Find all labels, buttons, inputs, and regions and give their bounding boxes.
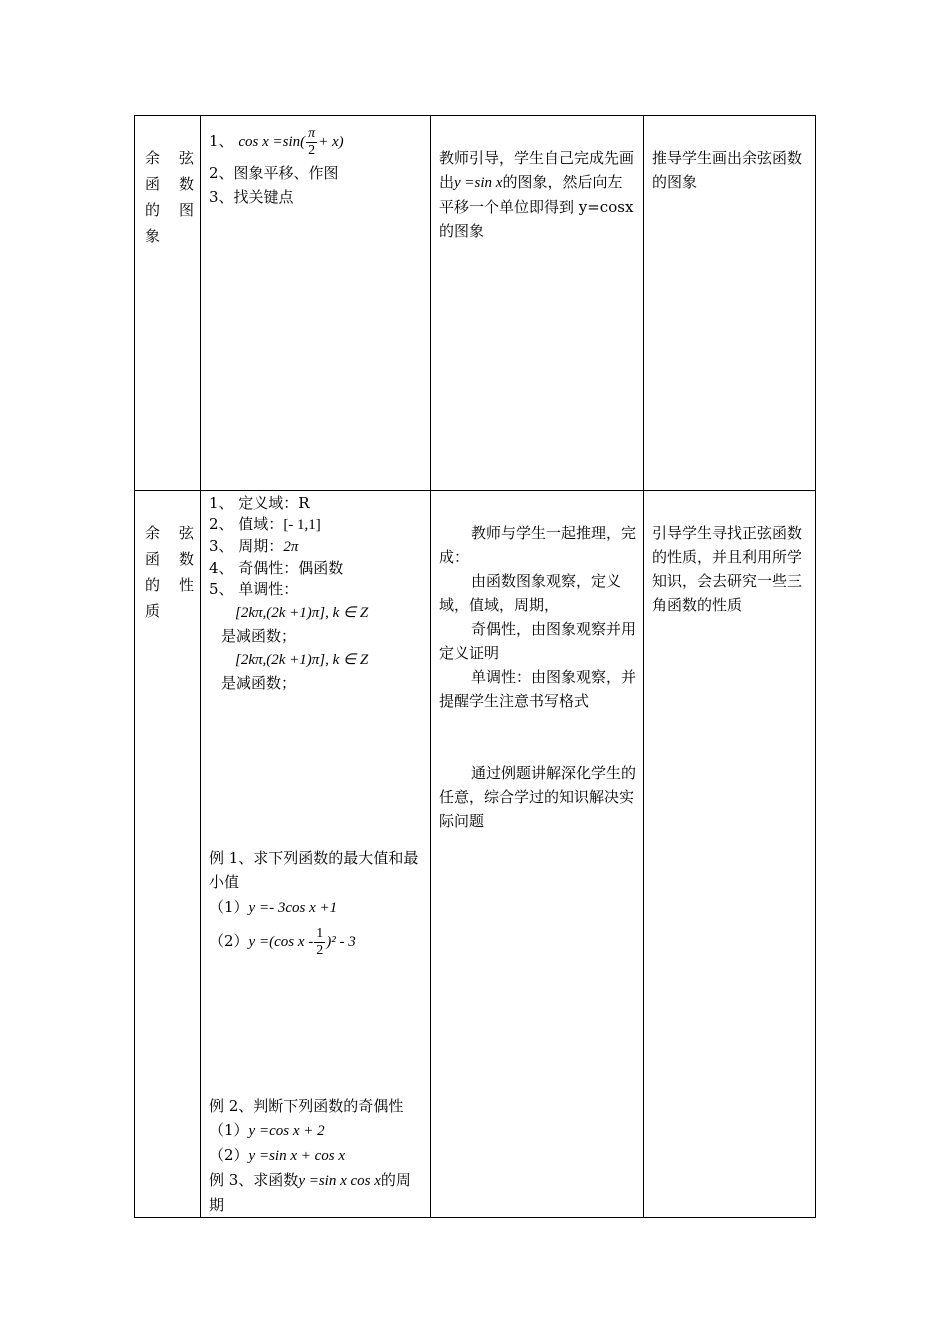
teacher-p5: 通过例题讲解深化学生的任意，综合学过的知识解决实际问题 (439, 764, 637, 830)
example-2-title: 例 2、判断下列函数的奇偶性 (209, 1097, 404, 1115)
topic-char: 象 (145, 227, 161, 245)
topic-char: 质 (145, 602, 161, 620)
content-item-1: 1、 cos x =sin( $\frac{\pi}{2}$ + x) (209, 125, 344, 158)
topic-char: 弦 (178, 149, 194, 167)
topic-char: 的 (145, 201, 161, 219)
teacher-p4: 单调性：由图象观察，并提醒学生注意书写格式 (439, 668, 637, 710)
example-1-title: 例 1、求下列函数的最大值和最小值 (209, 849, 419, 891)
content-item-2: 2、图象平移、作图 (209, 164, 339, 182)
teacher-cell-graph (431, 116, 644, 491)
topic-char: 性 (178, 576, 194, 594)
topic-char: 弦 (178, 524, 194, 542)
monotonic-text-1: 是减函数； (221, 627, 297, 645)
topic-char: 数 (178, 175, 194, 193)
content-item-3: 3、找关键点 (209, 188, 294, 206)
topic-char: 余 (145, 524, 161, 542)
topic-cell-graph (135, 116, 201, 491)
monotonic-line: 5、 单调性： (209, 580, 299, 598)
monotonic-interval-2: [2kπ,(2k +1)π], k ∈ Z (235, 652, 369, 668)
intent-cell-graph (644, 116, 816, 491)
teacher-cell-properties (431, 491, 644, 1218)
domain-line: 1、 定义域：R (209, 494, 310, 512)
intent-text: 引导学生寻找正弦函数的性质，并且利用所学知识，会去研究一些三角函数的性质 (652, 524, 803, 614)
teacher-text: 教师引导，学生自己完成先画出y =sin x的图象，然后向左平移一个单位即得到 y=cosx 的图象 (439, 149, 635, 240)
period-line: 3、 周期：2π (209, 537, 299, 555)
lesson-table (134, 115, 816, 1218)
topic-char: 数 (178, 550, 194, 568)
intent-cell-properties (644, 491, 816, 1218)
topic-char: 函 (145, 550, 161, 568)
topic-char: 图 (178, 201, 194, 219)
example-2-part-1: （1）y =cos x + 2 (209, 1121, 325, 1139)
monotonic-interval-1: [2kπ,(2k +1)π], k ∈ Z (235, 605, 369, 621)
teacher-p2: 由函数图象观察，定义域，值域，周期， (439, 572, 622, 614)
row-cosine-graph (135, 116, 816, 491)
range-line: 2、 值域：[- 1,1] (209, 515, 321, 533)
intent-text: 推导学生画出余弦函数的图象 (652, 149, 803, 191)
fraction: $\frac{1}{2}$ (316, 925, 324, 958)
topic-char: 的 (145, 576, 161, 594)
example-1-part-1: （1）y =- 3cos x +1 (209, 898, 338, 916)
topic-cell-properties (135, 491, 201, 1218)
topic-char: 余 (145, 149, 161, 167)
parity-line: 4、 奇偶性：偶函数 (209, 559, 344, 577)
example-2-part-2: （2）y =sin x + cos x (209, 1146, 346, 1164)
example-1-part-2: （2）y =(cos x - $\frac{1}{2}$ )² - 3 (209, 925, 356, 958)
monotonic-text-2: 是减函数； (221, 674, 297, 692)
teacher-p1: 教师与学生一起推理，完成： (439, 524, 637, 566)
teacher-p3: 奇偶性，由图象观察并用定义证明 (439, 620, 637, 662)
example-3: 例 3、求函数y =sin x cos x的周期 (209, 1171, 411, 1214)
content-cell-properties (201, 491, 431, 1218)
fraction: $\frac{\pi}{2}$ (308, 125, 316, 158)
topic-char: 函 (145, 175, 161, 193)
row-cosine-properties (135, 491, 816, 1218)
content-cell-graph (201, 116, 431, 491)
